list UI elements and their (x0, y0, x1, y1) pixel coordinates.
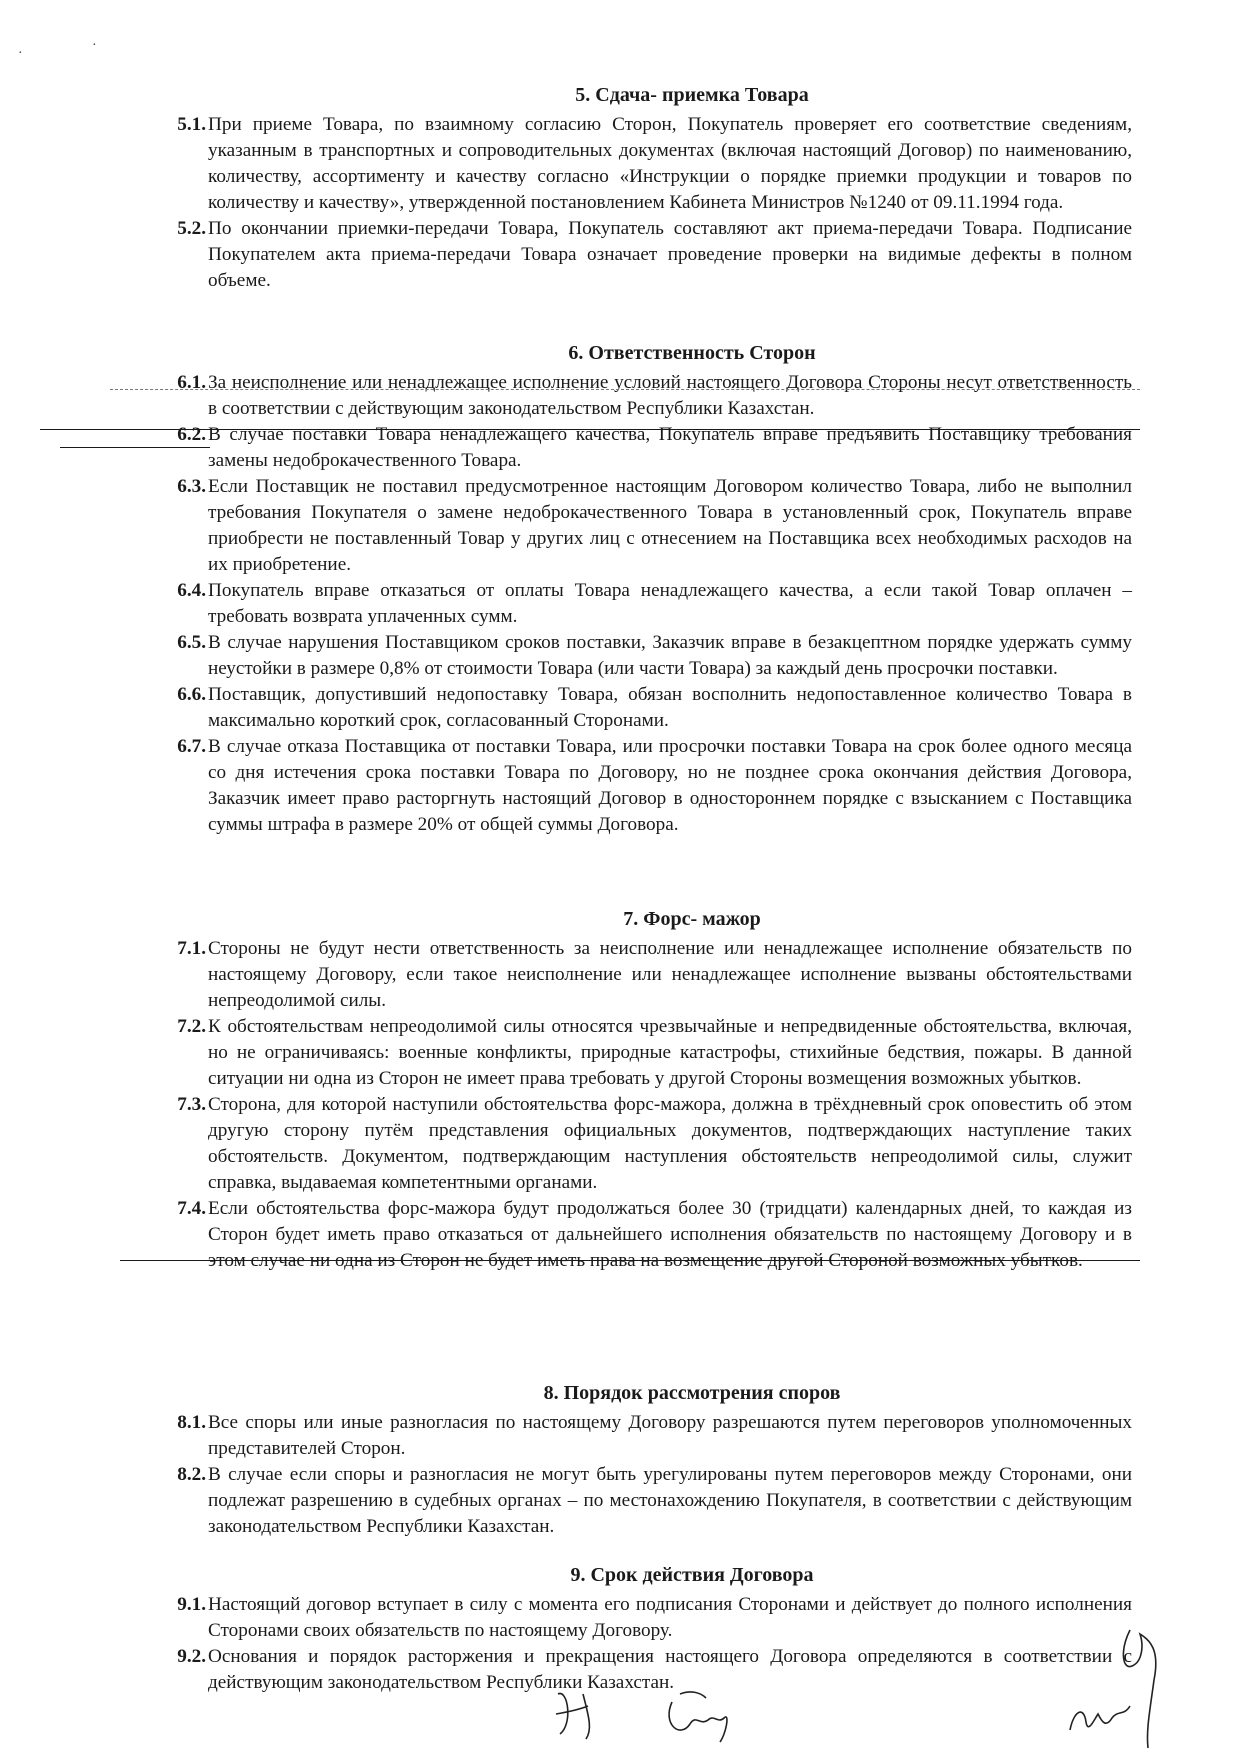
margin-line (60, 447, 210, 448)
clause-text: По окончании приемки-передачи Товара, Покупатель составляют акт приема-передачи Товара. Подписание Покупателем акта приема-передачи Товара означает проведение проверки на видимые дефекты в полном объеме. (208, 218, 1132, 291)
clause-text: Если Поставщик не поставил предусмотренное настоящим Договором количество Товара, либо не выполнил требования Покупателя о замене недоброкачественного Товара в установленный срок, Покупатель вправе приобрести не поставленный Товар у других лиц с отнесением на Поставщика всех необходимых расходов на их приобретение. (208, 476, 1132, 575)
clause-text: Стороны не будут нести ответственность за неисполнение или ненадлежащее исполнение обязательств по настоящему Договору, если такое неисполнение или ненадлежащее исполнение вызваны обстоятельствами непреодолимой силы. (208, 938, 1132, 1011)
scan-mark: · (92, 38, 97, 53)
clause-text: В случае если споры и разногласия не могут быть урегулированы путем переговоров между Сторонами, они подлежат разрешению в судебных органах – по местонахождению Покупателя, в соответствии с действующим законодательством Республики Казахстан. (208, 1464, 1132, 1537)
clause-6-3 (172, 474, 1132, 578)
clause-text: Поставщик, допустивший недопоставку Товара, обязан восполнить недопоставленное количество Товара в максимально короткий срок, согласованный Сторонами. (208, 684, 1132, 731)
section-title: 6. Ответственность Сторон (568, 342, 816, 364)
clause-5-1 (172, 112, 1132, 216)
clause-number: 5.1. (177, 114, 206, 135)
section-title: 9. Срок действия Договора (570, 1564, 814, 1586)
signature-initials-2 (660, 1684, 740, 1744)
section-5 (172, 82, 1132, 294)
clause-6-1 (172, 370, 1132, 422)
section-title: 5. Сдача- приемка Товара (575, 84, 809, 106)
clause-text: Сторона, для которой наступили обстоятельства форс-мажора, должна в трёхдневный срок оповестить об этом другую сторону путём представления официальных документов, подтверждающих наступление таких обстоятельств. Документом, подтверждающим наступления обстоятельств непреодолимой силы, служит справка, выдаваемая компетентными органами. (208, 1094, 1132, 1193)
margin-line (110, 389, 1140, 390)
clause-6-6 (172, 682, 1132, 734)
clause-9-1 (172, 1592, 1132, 1644)
signature-mark (1060, 1610, 1180, 1750)
section-title: 8. Порядок рассмотрения споров (543, 1382, 841, 1404)
clause-number: 6.5. (177, 632, 206, 653)
clause-7-2 (172, 1014, 1132, 1092)
clause-number: 7.1. (177, 938, 206, 959)
section-7 (172, 906, 1132, 1274)
strikethrough-line (120, 1260, 1140, 1261)
clause-number: 6.6. (177, 684, 206, 705)
clause-number: 7.4. (177, 1198, 206, 1219)
clause-8-1 (172, 1410, 1132, 1462)
clause-text: За неисполнение или ненадлежащее исполнение условий настоящего Договора Стороны несут ответственность в соответствии с действующим законодательством Республики Казахстан. (208, 372, 1132, 419)
clause-6-5 (172, 630, 1132, 682)
clause-number: 9.2. (177, 1646, 206, 1667)
clause-6-4 (172, 578, 1132, 630)
section-8 (172, 1380, 1132, 1540)
signature-initials-1 (548, 1684, 618, 1744)
section-9 (172, 1562, 1132, 1696)
clause-text: К обстоятельствам непреодолимой силы относятся чрезвычайные и непредвиденные обстоятельства, включая, но не ограничиваясь: военные конфликты, природные катастрофы, стихийные бедствия, пожары. В данной ситуации ни одна из Сторон не имеет права требовать у другой Стороны возмещения возможных убытков. (208, 1016, 1132, 1089)
clause-number: 6.2. (177, 424, 206, 445)
clause-text: Покупатель вправе отказаться от оплаты Товара ненадлежащего качества, а если такой Товар оплачен – требовать возврата уплаченных сумм. (208, 580, 1132, 627)
clause-number: 8.1. (177, 1412, 206, 1433)
clause-7-3 (172, 1092, 1132, 1196)
clause-number: 7.2. (177, 1016, 206, 1037)
clause-number: 6.1. (177, 372, 206, 393)
clause-text: В случае нарушения Поставщиком сроков поставки, Заказчик вправе в безакцептном порядке удержать сумму неустойки в размере 0,8% от стоимости Товара (или части Товара) за каждый день просрочки поставки. (208, 632, 1132, 679)
scan-mark: · (18, 46, 23, 61)
clause-text: В случае отказа Поставщика от поставки Товара, или просрочки поставки Товара на срок более одного месяца со дня истечения срока поставки Товара по Договору, но не позднее срока окончания действия Договора, Заказчик имеет право расторгнуть настоящий Договор в одностороннем порядке с взысканием с Поставщика суммы штрафа в размере 20% от общей суммы Договора. (208, 736, 1132, 835)
clause-text: Если обстоятельства форс-мажора будут продолжаться более 30 (тридцати) календарных дней, то каждая из Сторон будет иметь право отказаться от дальнейшего исполнения обязательств по настоящему Договору и в этом случае ни одна из Сторон не будет иметь права на возмещение другой Стороной возможных убытков. (208, 1198, 1132, 1271)
clause-number: 6.3. (177, 476, 206, 497)
strikethrough-line (40, 429, 1140, 430)
clause-text: Настоящий договор вступает в силу с момента его подписания Сторонами и действует до полного исполнения Сторонами своих обязательств по настоящему Договору. (208, 1594, 1132, 1641)
clause-number: 5.2. (177, 218, 206, 239)
clause-number: 6.4. (177, 580, 206, 601)
clause-text: Основания и порядок расторжения и прекращения настоящего Договора определяются в соответствии с действующим законодательством Республики Казахстан. (208, 1646, 1132, 1693)
clause-text: При приеме Товара, по взаимному согласию Сторон, Покупатель проверяет его соответствие сведениям, указанным в транспортных и сопроводительных документах (включая настоящий Договор) по наименованию, количеству, ассортименту и качеству согласно «Инструкции о порядке приемки продукции и товаров по количеству и качеству», утвержденной постановлением Кабинета Министров №1240 от 09.11.1994 года. (208, 114, 1132, 213)
clause-text: В случае поставки Товара ненадлежащего качества, Покупатель вправе предъявить Поставщику требования замены недоброкачественного Товара. (208, 424, 1132, 471)
section-title: 7. Форс- мажор (623, 908, 761, 930)
clause-6-7 (172, 734, 1132, 838)
clause-5-2 (172, 216, 1132, 294)
clause-number: 8.2. (177, 1464, 206, 1485)
section-6 (172, 340, 1132, 838)
clause-7-4 (172, 1196, 1132, 1274)
clause-number: 7.3. (177, 1094, 206, 1115)
clause-number: 6.7. (177, 736, 206, 757)
clause-7-1 (172, 936, 1132, 1014)
clause-number: 9.1. (177, 1594, 206, 1615)
clause-9-2 (172, 1644, 1132, 1696)
clause-text: Все споры или иные разногласия по настоящему Договору разрешаются путем переговоров уполномоченных представителей Сторон. (208, 1412, 1132, 1459)
clause-8-2 (172, 1462, 1132, 1540)
